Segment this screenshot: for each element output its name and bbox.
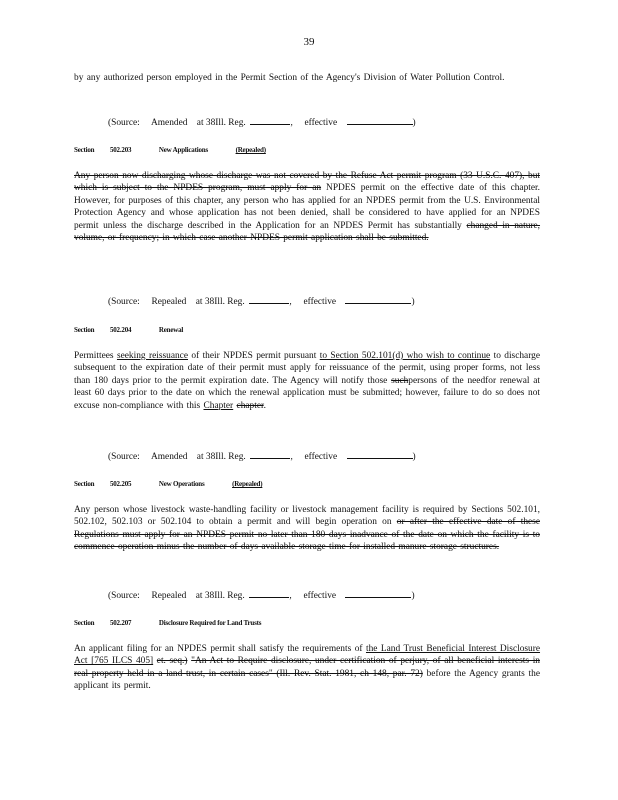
section-heading-204: Section 502.204 Renewal <box>74 326 184 334</box>
section-204-body: Permittees seeking reissuance of their NPDES permit pursuant to Section 502.101(d) who wish to continue to discharge subsequent to the expiration date of their permit must apply for reissuance of the permit, using proper forms, not less than 180 days prior to the permit expiration date. The Agency will notify those suchpersons of the needfor renewal at least 60 days prior to the date on which the renewal application must be submitted; however, failure to do so does not excuse non-compliance with this Chapter chapter. <box>74 351 541 411</box>
inserted-text: Chapter <box>203 400 234 411</box>
register-blank <box>250 115 290 125</box>
repealed-tag: (Repealed) <box>235 146 266 154</box>
struck-text: changed in nature, volume, or frequency; in which case another NPDES permit application shall be submitted. <box>74 220 541 244</box>
inserted-text: the Land Trust Beneficial Interest Disclosure Act [765 ILCS 405] <box>74 644 541 667</box>
section-heading-205: Section 502.205 New Operations (Repealed) <box>74 480 263 488</box>
struck-text: Any person now discharging whose discharge was not covered by the Refuse Act permit program (33 U.S.C. 407), but which is subject to the NPDES program, must apply for an <box>74 171 540 194</box>
register-ref: at 38Ill. Reg. <box>196 118 246 128</box>
effective-blank <box>347 115 413 125</box>
source-note-2: (Source: Repealed at 38Ill. Reg. , effective ) <box>108 294 415 308</box>
source-note-3: (Source: Amended at 38Ill. Reg. , effective ) <box>108 449 416 463</box>
source-note-4: (Source: Repealed at 38Ill. Reg. , effective ) <box>108 588 415 602</box>
section-heading-203: Section 502.203 New Applications (Repealed) <box>74 146 266 154</box>
section-heading-207: Section 502.207 Disclosure Required for Land Trusts <box>74 619 262 627</box>
source-action: Repealed <box>151 297 187 307</box>
source-note-1: (Source: Amended at 38Ill. Reg. , effective ) <box>108 115 416 129</box>
source-label: (Source: <box>108 118 140 128</box>
section-205-body: Any person whose livestock waste-handling facility or livestock management facility is required by Sections 502.101, 502.102, 502.103 or 502.104 to obtain a permit and will begin operation on or after the effective date of these Regulations must apply for an NPDES permit no later than 180 days inadvance of the date on which the facility is to commence operation minus the number of days available storage time for installed manure storage structures. <box>74 505 540 553</box>
inserted-text: seeking reissuance <box>116 351 189 361</box>
struck-text: et. seq.) <box>156 656 188 667</box>
source-action: Amended <box>150 452 188 462</box>
source-action: Repealed <box>151 591 187 601</box>
source-action: Amended <box>150 118 188 128</box>
section-203-body: Any person now discharging whose discharge was not covered by the Refuse Act permit program (33 U.S.C. 407), but which is subject to the NPDES program, must apply for an NPDES permit on the effective date of this chapter. However, for purposes of this chapter, any person who has applied for an NPDES permit from the U.S. Environmental Protection Agency and whose application has not been denied, shall be considered to have applied for an NPDES permit unless the discharge described in the Application for an NPDES Permit has substantially changed in nature, volume, or frequency; in which case another NPDES permit application shall be submitted. <box>74 171 541 244</box>
struck-text: chapter <box>236 400 264 411</box>
section-207-body: An applicant filing for an NPDES permit shall satisfy the requirements of the Land Trust Beneficial Interest Disclosure Act [765 ILCS 405] et. seq.) "An Act to Require disclosure, under certification of perjury, of all beneficial interests in real property held in a land trust, in certain cases" (Ill. Rev. Stat. 1981, ch 148, par. 72) before the Agency grants the applicant its permit. <box>74 644 541 692</box>
effective-label: effective <box>304 118 338 128</box>
page-number: 39 <box>303 36 315 48</box>
struck-text: such <box>391 375 409 386</box>
struck-text: or after the effective date of these Regulations must apply for an NPDES permit no later than 180 days inadvance of the date on which the facility is to commence operation minus the number of days available storage time for installed manure storage structures. <box>74 517 540 553</box>
repealed-tag: (Repealed) <box>232 480 263 488</box>
struck-text: "An Act to Require disclosure, under certification of perjury, of all beneficial interests in real property held in a land trust, in certain cases" (Ill. Rev. Stat. 1981, ch 148, par. 72) <box>74 656 540 679</box>
intro-paragraph: by any authorized person employed in the Permit Section of the Agency's Division of Water Pollution Control. <box>74 73 505 83</box>
inserted-text: to Section 502.101(d) who wish to continue <box>319 351 491 361</box>
